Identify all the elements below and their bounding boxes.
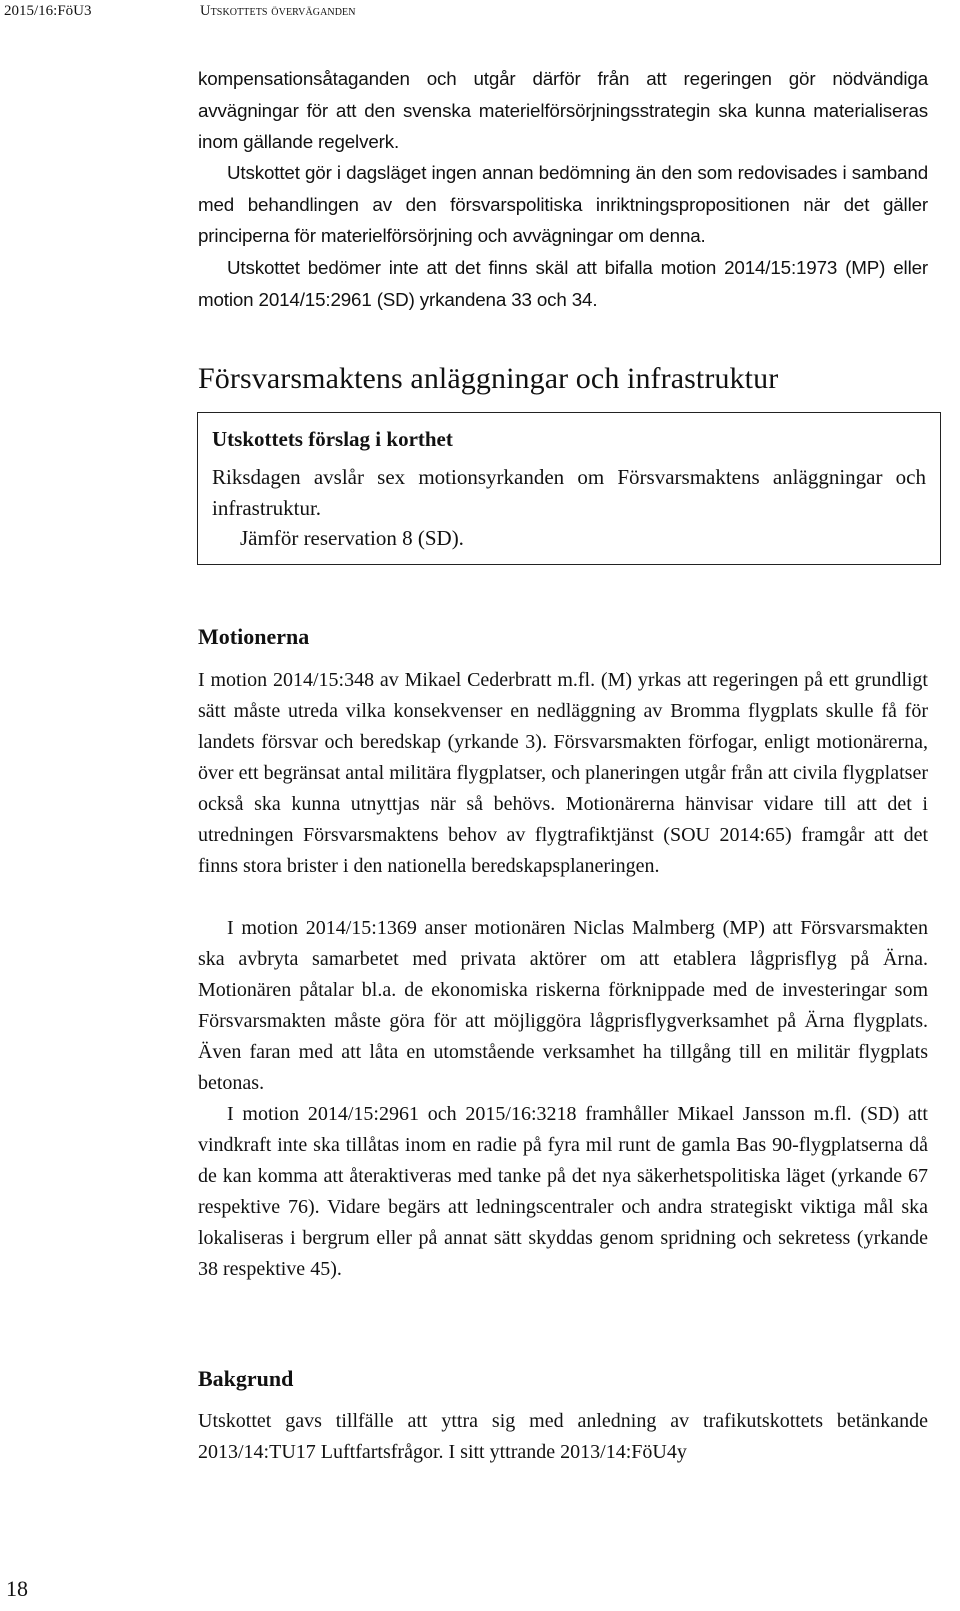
- motion-paragraph: I motion 2014/15:1369 anser motionären Niclas Malmberg (MP) att Försvarsmakten ska avbryta samarbetet med privata aktörer om att etablera lågprisflyg på Ärna. Motionären påtalar bl.a. de ekonomiska riskerna förknippade med de investeringar som Försvarsmakten måste göra för att möjliggöra lågprisflygverksamhet på Ärna flygplats. Även faran med att låta en utomstående verksamhet ha tillgång till en militär flygplats betonas.: [198, 917, 928, 1094]
- motion-paragraph: I motion 2014/15:2961 och 2015/16:3218 framhåller Mikael Jansson m.fl. (SD) att vindkraft inte ska tillåtas inom en radie på fyra mil runt de gamla Bas 90-flygplatserna då de kan komma att återaktiveras med tanke på det nya säkerhetspolitiska läget (yrkande 67 respektive 76). Vidare begärs att ledningscentraler och andra strategiskt viktiga mål ska lokaliseras i bergrum eller på annat sätt skyddas genom spridning och sekretess (yrkande 38 respektive 45).: [198, 1103, 928, 1280]
- summary-box-text: Riksdagen avslår sex motionsyrkanden om Försvarsmaktens anläggningar och infrastruktur.: [212, 465, 926, 520]
- running-section-title: Utskottets överväganden: [200, 3, 356, 19]
- motion-paragraph: I motion 2014/15:348 av Mikael Cederbratt m.fl. (M) yrkas att regeringen på ett grundligt sätt måste utreda vilka konsekvenser en nedläggning av Bromma flygplats skulle få för landets försvar och beredskap (yrkande 3). Försvarsmakten förfogar, enligt motionärerna, över ett begränsat antal militära flygplatser, och planeringen utgår från att civila flygplatser också ska kunna utnyttjas när så behövs. Motionärerna hänvisar vidare till att det i utredningen Försvarsmaktens behov av flygtrafiktjänst (SOU 2014:65) framgår att det finns stora brister i den nationella beredskapsplaneringen.: [198, 669, 928, 877]
- motionerna-heading: Motionerna: [198, 624, 310, 649]
- bakgrund-paragraph: Utskottet gavs tillfälle att yttra sig med anledning av trafikutskottets betänkande 2013/14:TU17 Luftfartsfrågor. I sitt yttrande 2013/14:FöU4y: [198, 1410, 928, 1463]
- body-paragraph: Utskottet bedömer inte att det finns skäl att bifalla motion 2014/15:1973 (MP) eller motion 2014/15:2961 (SD) yrkandena 33 och 34.: [198, 257, 928, 310]
- body-paragraph: Utskottet gör i dagsläget ingen annan bedömning än den som redovisades i samband med behandlingen av den försvarspolitiska inriktningspropositionen när det gäller principerna för materielförsörjning och avvägningar om denna.: [198, 162, 928, 246]
- summary-box-reservation: Jämför reservation 8 (SD).: [240, 526, 464, 550]
- document-reference: 2015/16:FöU3: [4, 3, 92, 19]
- summary-box: [197, 412, 941, 565]
- page-number: 18: [6, 1576, 28, 1601]
- section-heading: Försvarsmaktens anläggningar och infrastruktur: [198, 362, 779, 395]
- summary-box-heading: Utskottets förslag i korthet: [212, 427, 453, 451]
- bakgrund-heading: Bakgrund: [198, 1366, 294, 1391]
- body-paragraph: kompensationsåtaganden och utgår därför från att regeringen gör nödvändiga avvägningar för att den svenska materielförsörjningsstrategin ska kunna materialiseras inom gällande regelverk.: [198, 68, 928, 152]
